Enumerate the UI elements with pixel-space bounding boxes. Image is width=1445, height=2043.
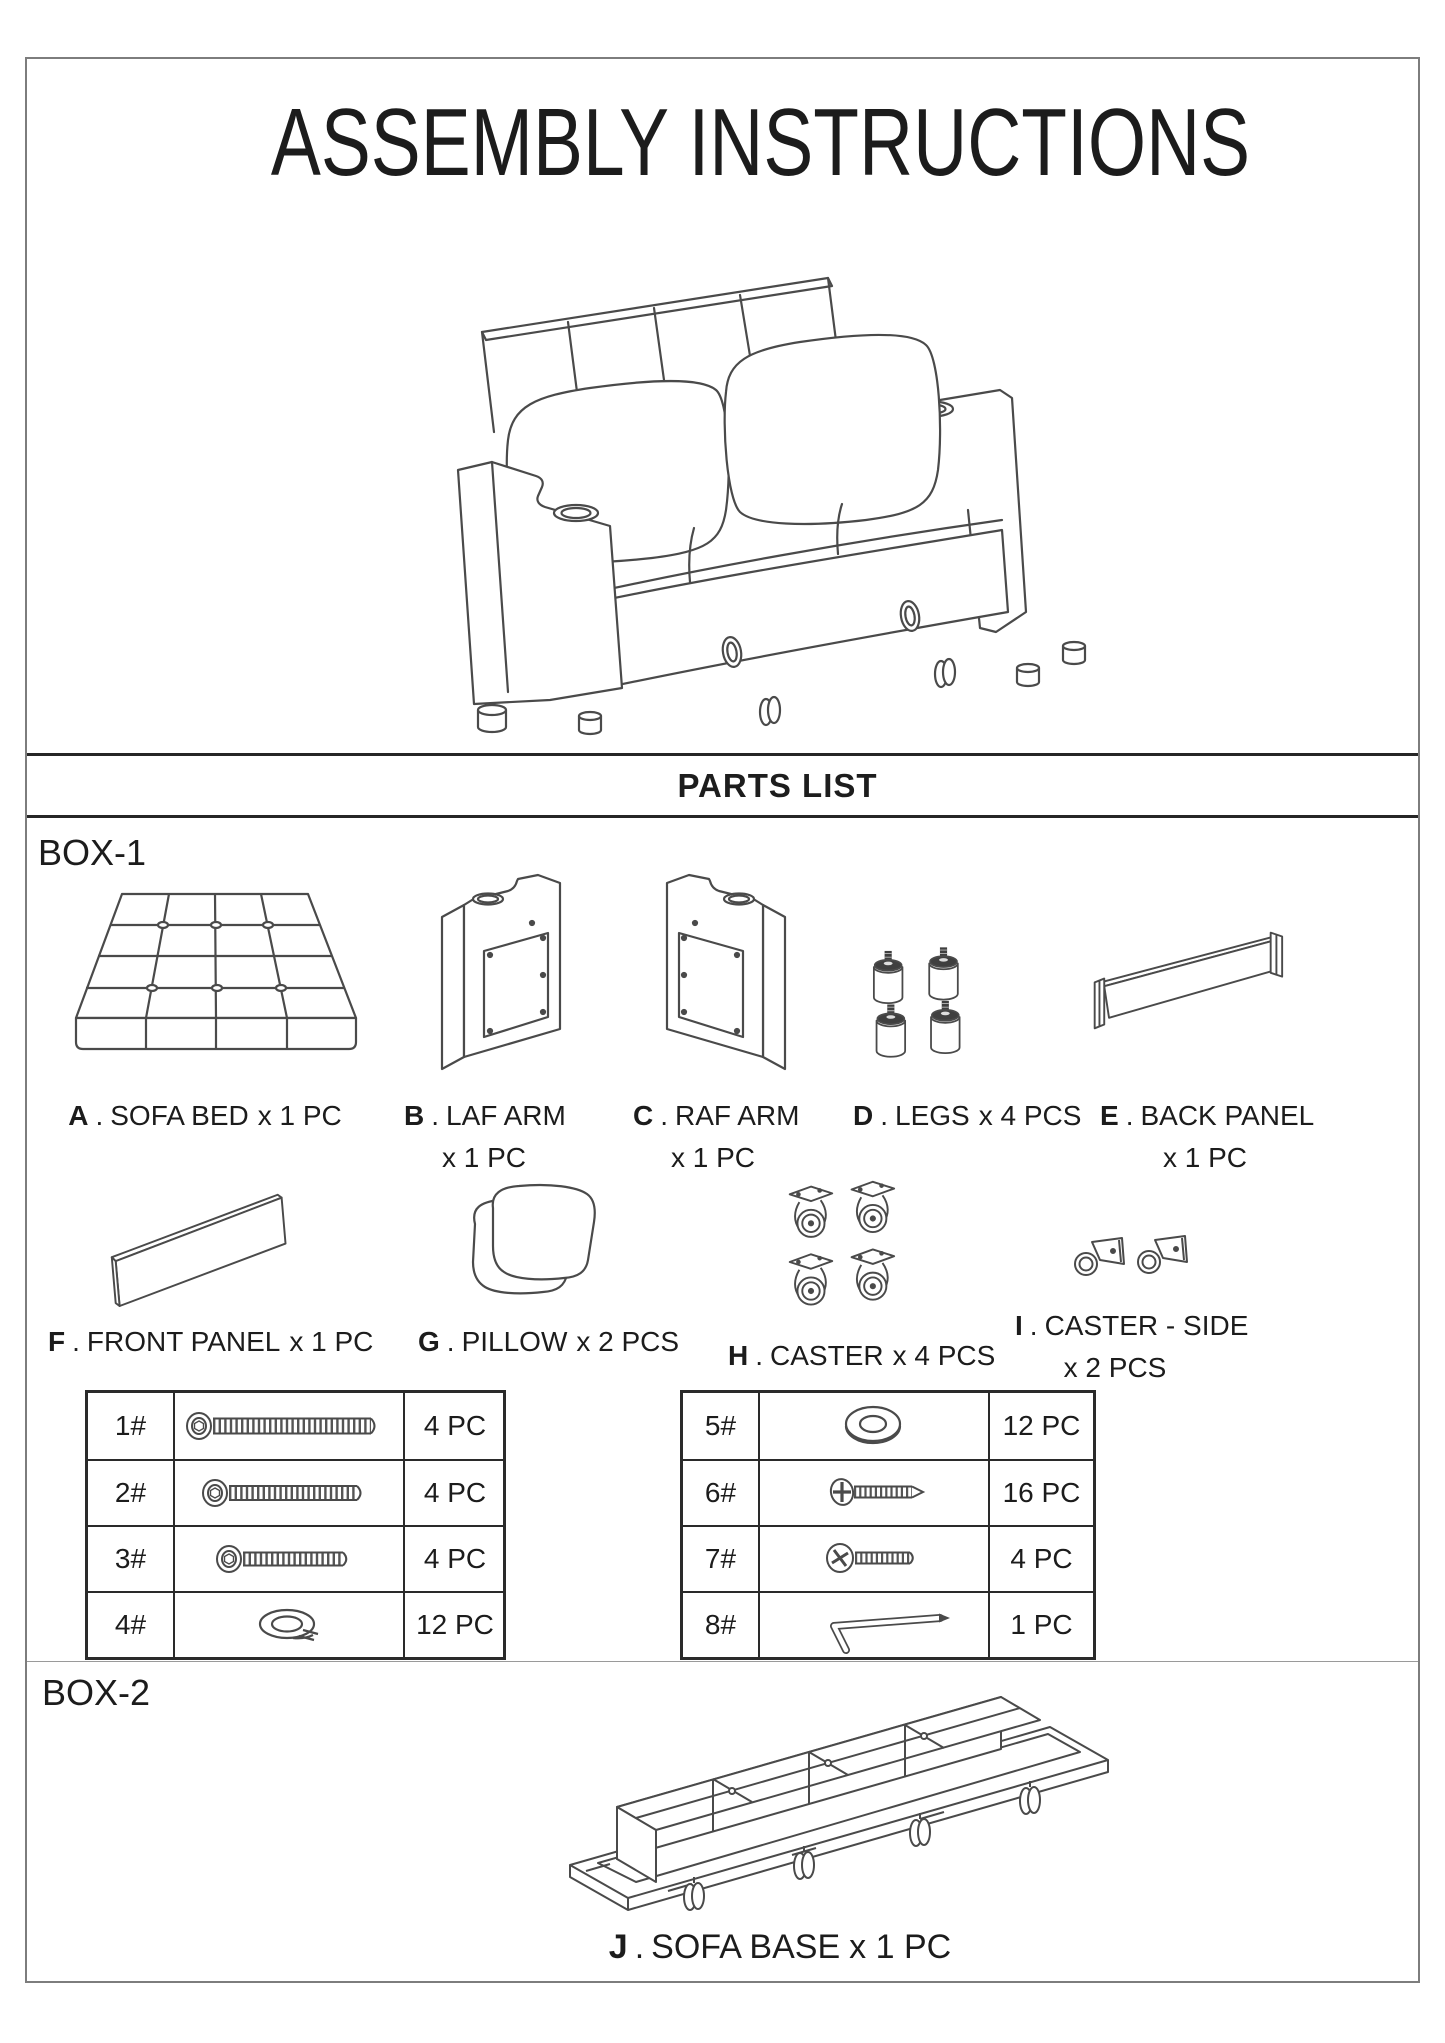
hw-qty: 12 PC xyxy=(403,1591,505,1657)
hardware-table-1 xyxy=(85,1390,506,1660)
raf-arm-illustration xyxy=(650,865,795,1085)
part-label-d: D . LEGS x 4 PCS xyxy=(853,1100,1082,1131)
sofa-bed-illustration xyxy=(62,878,367,1078)
long-bolt-icon xyxy=(173,1393,403,1459)
parts-list-header: PARTS LIST xyxy=(677,766,878,804)
back-panel-illustration xyxy=(1085,925,1310,1035)
hw-qty: 12 PC xyxy=(988,1393,1093,1459)
medium-bolt-icon xyxy=(173,1459,403,1525)
hw-id: 4# xyxy=(88,1591,173,1657)
part-label-e: E . BACK PANEL x 1 PC xyxy=(1100,1100,1315,1173)
part-label-i: I . CASTER - SIDE x 2 PCS xyxy=(1015,1310,1249,1383)
part-label-h: H . CASTER x 4 PCS xyxy=(728,1340,996,1371)
part-label-j: J . SOFA BASE x 1 PC xyxy=(608,1928,952,1966)
hw-id: 2# xyxy=(88,1459,173,1525)
part-label-a: A . SOFA BED x 1 PC xyxy=(68,1100,342,1131)
hardware-table-2 xyxy=(680,1390,1096,1660)
legs-illustration xyxy=(852,942,977,1067)
hw-id: 1# xyxy=(114,1410,147,1441)
section-divider xyxy=(27,1661,1418,1662)
hw-qty: 4 PC xyxy=(403,1459,505,1525)
countersunk-screw-icon xyxy=(758,1459,988,1525)
sofa-base-illustration xyxy=(540,1695,1120,1920)
part-label-f: F . FRONT PANEL x 1 PC xyxy=(48,1326,374,1357)
hw-id: 5# xyxy=(704,1410,737,1441)
front-panel-illustration xyxy=(100,1185,310,1307)
laf-arm-illustration xyxy=(432,865,577,1085)
flat-washer-icon xyxy=(758,1393,988,1459)
hw-id: 8# xyxy=(683,1591,758,1657)
spring-washer-icon xyxy=(173,1591,403,1657)
hw-qty: 1 PC xyxy=(988,1591,1093,1657)
hw-id: 6# xyxy=(683,1459,758,1525)
hw-qty: 16 PC xyxy=(988,1459,1093,1525)
pillow-illustration xyxy=(455,1178,605,1310)
allen-key-icon xyxy=(758,1591,988,1657)
hw-id: 3# xyxy=(88,1525,173,1591)
short-bolt-icon xyxy=(173,1525,403,1591)
sofa-illustration xyxy=(440,270,1110,740)
caster-illustration xyxy=(772,1175,907,1320)
part-label-c: C . RAF ARM x 1 PC xyxy=(633,1100,800,1173)
page-title: ASSEMBLY INSTRUCTIONS xyxy=(270,89,1251,196)
box1-label: BOX-1 xyxy=(38,832,147,873)
part-label-g: G . PILLOW x 2 PCS xyxy=(418,1326,680,1357)
hw-qty: 4 PC xyxy=(988,1525,1093,1591)
part-label-b: B . LAF ARM x 1 PC xyxy=(404,1100,566,1173)
hw-id: 7# xyxy=(683,1525,758,1591)
hw-qty: 4 PC xyxy=(403,1525,505,1591)
pan-head-screw-icon xyxy=(758,1525,988,1591)
box2-label: BOX-2 xyxy=(42,1672,151,1713)
caster-side-illustration xyxy=(1058,1228,1198,1286)
parts-list-band xyxy=(27,753,1418,818)
hw-qty: 4 PC xyxy=(403,1393,505,1459)
